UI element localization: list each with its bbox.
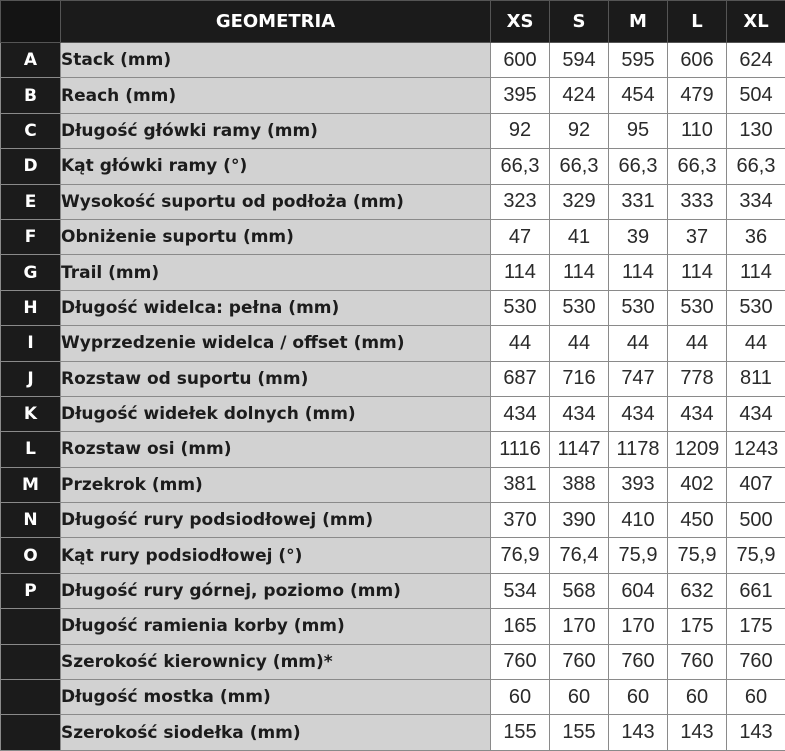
row-parameter-label: Rozstaw osi (mm) xyxy=(61,432,491,467)
table-row xyxy=(1,432,785,467)
table-row xyxy=(1,43,785,78)
row-parameter-label: Trail (mm) xyxy=(61,255,491,290)
value-cell-m: 604 xyxy=(609,573,668,608)
row-letter: L xyxy=(1,432,61,467)
value-cell-xl: 44 xyxy=(727,326,785,361)
value-cell-m: 331 xyxy=(609,184,668,219)
table-row xyxy=(1,503,785,538)
table-row xyxy=(1,149,785,184)
value-cell-xs: 687 xyxy=(491,361,550,396)
value-cell-l: 632 xyxy=(668,573,727,608)
value-cell-s: 594 xyxy=(550,43,609,78)
value-cell-xs: 60 xyxy=(491,680,550,715)
value-cell-s: 434 xyxy=(550,396,609,431)
value-cell-m: 95 xyxy=(609,113,668,148)
value-cell-xs: 44 xyxy=(491,326,550,361)
row-letter: N xyxy=(1,503,61,538)
value-cell-xs: 370 xyxy=(491,503,550,538)
value-cell-xl: 624 xyxy=(727,43,785,78)
value-cell-s: 170 xyxy=(550,609,609,644)
size-header-xs: XS xyxy=(491,1,550,43)
value-cell-l: 402 xyxy=(668,467,727,502)
value-cell-s: 424 xyxy=(550,78,609,113)
table-row xyxy=(1,113,785,148)
value-cell-xs: 155 xyxy=(491,715,550,750)
value-cell-xl: 530 xyxy=(727,290,785,325)
value-cell-xl: 500 xyxy=(727,503,785,538)
table-row xyxy=(1,219,785,254)
row-parameter-label: Stack (mm) xyxy=(61,43,491,78)
row-parameter-label: Rozstaw od suportu (mm) xyxy=(61,361,491,396)
value-cell-m: 530 xyxy=(609,290,668,325)
value-cell-xl: 175 xyxy=(727,609,785,644)
row-letter: J xyxy=(1,361,61,396)
row-parameter-label: Wysokość suportu od podłoża (mm) xyxy=(61,184,491,219)
table-row xyxy=(1,326,785,361)
value-cell-xs: 534 xyxy=(491,573,550,608)
value-cell-m: 393 xyxy=(609,467,668,502)
value-cell-m: 747 xyxy=(609,361,668,396)
value-cell-l: 110 xyxy=(668,113,727,148)
value-cell-s: 66,3 xyxy=(550,149,609,184)
value-cell-s: 76,4 xyxy=(550,538,609,573)
value-cell-xs: 600 xyxy=(491,43,550,78)
table-row xyxy=(1,255,785,290)
value-cell-m: 410 xyxy=(609,503,668,538)
row-letter: G xyxy=(1,255,61,290)
value-cell-s: 155 xyxy=(550,715,609,750)
value-cell-xs: 530 xyxy=(491,290,550,325)
row-parameter-label: Długość główki ramy (mm) xyxy=(61,113,491,148)
row-letter xyxy=(1,680,61,715)
value-cell-xl: 811 xyxy=(727,361,785,396)
row-parameter-label: Przekrok (mm) xyxy=(61,467,491,502)
value-cell-m: 595 xyxy=(609,43,668,78)
value-cell-s: 390 xyxy=(550,503,609,538)
table-row xyxy=(1,573,785,608)
table-row xyxy=(1,644,785,679)
value-cell-l: 66,3 xyxy=(668,149,727,184)
header-corner-cell xyxy=(1,1,61,43)
value-cell-s: 41 xyxy=(550,219,609,254)
row-parameter-label: Obniżenie suportu (mm) xyxy=(61,219,491,254)
value-cell-xl: 760 xyxy=(727,644,785,679)
row-parameter-label: Długość rury podsiodłowej (mm) xyxy=(61,503,491,538)
row-parameter-label: Kąt główki ramy (°) xyxy=(61,149,491,184)
value-cell-s: 329 xyxy=(550,184,609,219)
row-letter: F xyxy=(1,219,61,254)
table-row xyxy=(1,680,785,715)
row-letter: P xyxy=(1,573,61,608)
value-cell-l: 606 xyxy=(668,43,727,78)
value-cell-l: 333 xyxy=(668,184,727,219)
value-cell-s: 760 xyxy=(550,644,609,679)
value-cell-l: 75,9 xyxy=(668,538,727,573)
table-row xyxy=(1,467,785,502)
size-header-s: S xyxy=(550,1,609,43)
value-cell-xs: 114 xyxy=(491,255,550,290)
value-cell-xl: 661 xyxy=(727,573,785,608)
row-letter: D xyxy=(1,149,61,184)
value-cell-s: 716 xyxy=(550,361,609,396)
value-cell-xl: 407 xyxy=(727,467,785,502)
value-cell-l: 44 xyxy=(668,326,727,361)
value-cell-m: 60 xyxy=(609,680,668,715)
value-cell-xs: 92 xyxy=(491,113,550,148)
row-parameter-label: Reach (mm) xyxy=(61,78,491,113)
size-header-xl: XL xyxy=(727,1,785,43)
value-cell-l: 450 xyxy=(668,503,727,538)
row-parameter-label: Szerokość kierownicy (mm)* xyxy=(61,644,491,679)
value-cell-xl: 75,9 xyxy=(727,538,785,573)
row-letter: M xyxy=(1,467,61,502)
value-cell-l: 143 xyxy=(668,715,727,750)
size-header-m: M xyxy=(609,1,668,43)
table-row xyxy=(1,396,785,431)
value-cell-m: 39 xyxy=(609,219,668,254)
value-cell-s: 1147 xyxy=(550,432,609,467)
row-parameter-label: Długość mostka (mm) xyxy=(61,680,491,715)
value-cell-m: 760 xyxy=(609,644,668,679)
row-parameter-label: Długość widełek dolnych (mm) xyxy=(61,396,491,431)
row-parameter-label: Długość widelca: pełna (mm) xyxy=(61,290,491,325)
row-parameter-label: Długość rury górnej, poziomo (mm) xyxy=(61,573,491,608)
value-cell-m: 434 xyxy=(609,396,668,431)
value-cell-s: 44 xyxy=(550,326,609,361)
value-cell-xs: 76,9 xyxy=(491,538,550,573)
value-cell-xl: 36 xyxy=(727,219,785,254)
row-letter: H xyxy=(1,290,61,325)
value-cell-xl: 334 xyxy=(727,184,785,219)
row-letter xyxy=(1,609,61,644)
value-cell-l: 434 xyxy=(668,396,727,431)
value-cell-l: 114 xyxy=(668,255,727,290)
value-cell-l: 778 xyxy=(668,361,727,396)
value-cell-m: 44 xyxy=(609,326,668,361)
value-cell-xs: 395 xyxy=(491,78,550,113)
table-row xyxy=(1,361,785,396)
table-row xyxy=(1,609,785,644)
value-cell-xl: 60 xyxy=(727,680,785,715)
row-letter: C xyxy=(1,113,61,148)
table-body xyxy=(1,43,785,751)
table-row xyxy=(1,184,785,219)
table-row xyxy=(1,78,785,113)
row-letter xyxy=(1,644,61,679)
table-title: GEOMETRIA xyxy=(61,1,491,43)
value-cell-l: 37 xyxy=(668,219,727,254)
value-cell-s: 568 xyxy=(550,573,609,608)
row-letter: E xyxy=(1,184,61,219)
value-cell-xs: 760 xyxy=(491,644,550,679)
value-cell-l: 175 xyxy=(668,609,727,644)
row-letter: B xyxy=(1,78,61,113)
size-header-l: L xyxy=(668,1,727,43)
value-cell-xs: 66,3 xyxy=(491,149,550,184)
value-cell-s: 114 xyxy=(550,255,609,290)
value-cell-l: 760 xyxy=(668,644,727,679)
value-cell-xl: 1243 xyxy=(727,432,785,467)
value-cell-xs: 323 xyxy=(491,184,550,219)
value-cell-m: 454 xyxy=(609,78,668,113)
row-letter: I xyxy=(1,326,61,361)
value-cell-s: 388 xyxy=(550,467,609,502)
row-parameter-label: Kąt rury podsiodłowej (°) xyxy=(61,538,491,573)
value-cell-xl: 143 xyxy=(727,715,785,750)
value-cell-m: 143 xyxy=(609,715,668,750)
value-cell-xs: 1116 xyxy=(491,432,550,467)
value-cell-xl: 130 xyxy=(727,113,785,148)
value-cell-m: 75,9 xyxy=(609,538,668,573)
row-letter xyxy=(1,715,61,750)
value-cell-l: 530 xyxy=(668,290,727,325)
table-header-row xyxy=(1,1,785,43)
value-cell-l: 60 xyxy=(668,680,727,715)
value-cell-xl: 504 xyxy=(727,78,785,113)
row-parameter-label: Długość ramienia korby (mm) xyxy=(61,609,491,644)
value-cell-xs: 165 xyxy=(491,609,550,644)
value-cell-m: 170 xyxy=(609,609,668,644)
row-letter: O xyxy=(1,538,61,573)
table-row xyxy=(1,290,785,325)
value-cell-l: 1209 xyxy=(668,432,727,467)
value-cell-xs: 434 xyxy=(491,396,550,431)
value-cell-xl: 114 xyxy=(727,255,785,290)
table-row xyxy=(1,538,785,573)
value-cell-m: 114 xyxy=(609,255,668,290)
table-row xyxy=(1,715,785,750)
value-cell-m: 66,3 xyxy=(609,149,668,184)
value-cell-s: 530 xyxy=(550,290,609,325)
value-cell-xl: 434 xyxy=(727,396,785,431)
row-letter: A xyxy=(1,43,61,78)
value-cell-xl: 66,3 xyxy=(727,149,785,184)
row-parameter-label: Wyprzedzenie widelca / offset (mm) xyxy=(61,326,491,361)
row-parameter-label: Szerokość siodełka (mm) xyxy=(61,715,491,750)
value-cell-xs: 47 xyxy=(491,219,550,254)
row-letter: K xyxy=(1,396,61,431)
value-cell-xs: 381 xyxy=(491,467,550,502)
value-cell-l: 479 xyxy=(668,78,727,113)
value-cell-s: 92 xyxy=(550,113,609,148)
value-cell-m: 1178 xyxy=(609,432,668,467)
value-cell-s: 60 xyxy=(550,680,609,715)
